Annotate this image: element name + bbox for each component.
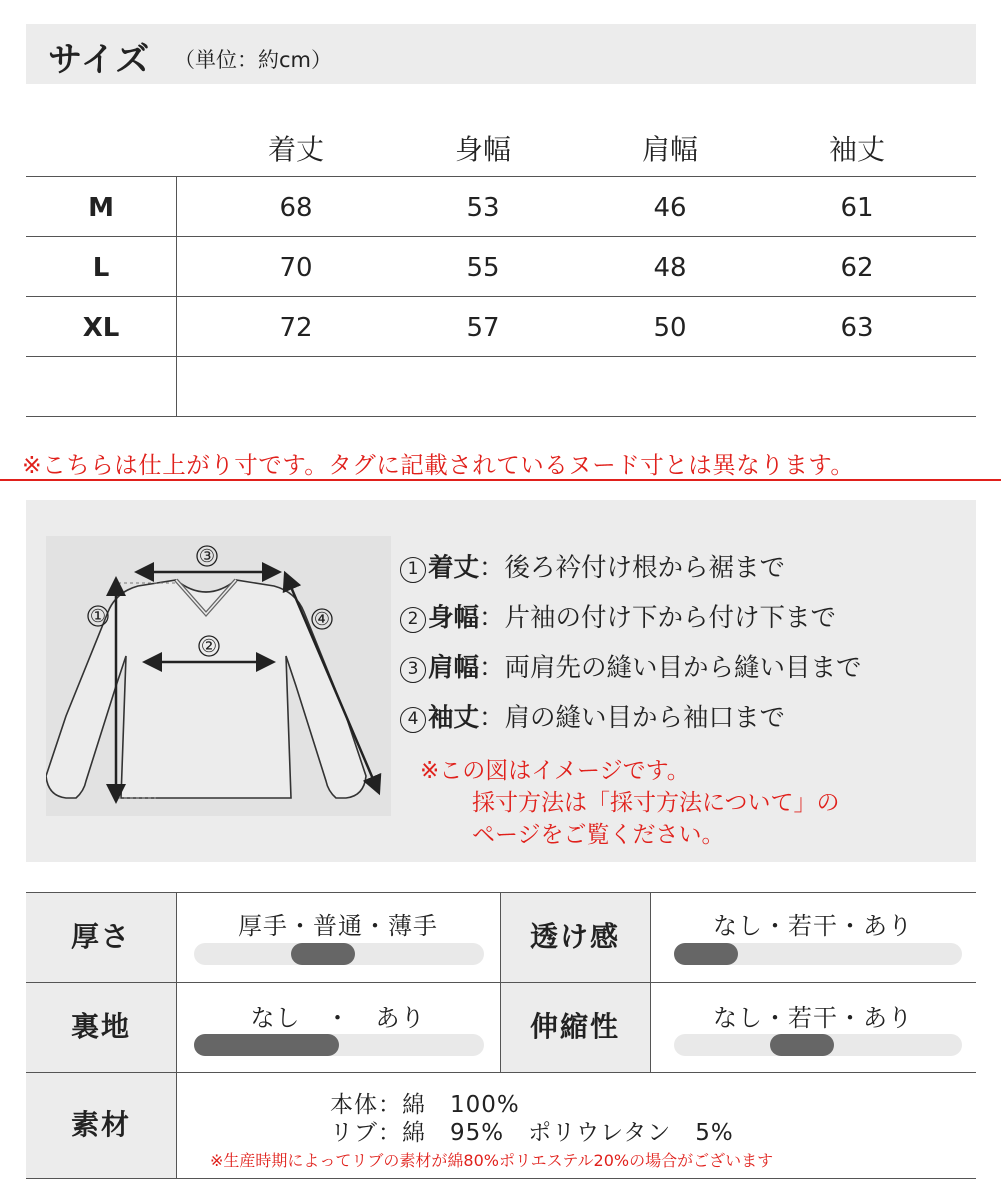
- stretch-heading: 伸縮性: [500, 982, 650, 1072]
- table-row: [26, 238, 976, 298]
- number-badge: 3: [400, 657, 426, 683]
- thickness-indicator: [291, 943, 355, 965]
- number-badge: 4: [400, 707, 426, 733]
- measurement-guide: [26, 500, 976, 862]
- number-badge: 1: [400, 557, 426, 583]
- thickness-scale: [194, 943, 484, 965]
- diagram-label-sleeve: ④: [313, 609, 331, 630]
- transparency-scale: [674, 943, 962, 965]
- unit-label: （単位：約cm）: [174, 48, 333, 72]
- table-column-divider: [500, 892, 501, 1072]
- diagram-note: ページをご覧ください。: [472, 822, 725, 848]
- table-cell: 53: [466, 193, 500, 223]
- lining-heading: 裏地: [26, 982, 176, 1072]
- table-divider: [26, 1178, 976, 1179]
- measure-desc: ：肩の縫い目から袖口まで: [479, 703, 786, 733]
- table-cell: 61: [840, 193, 874, 223]
- finished-size-notice: ※こちらは仕上がり寸です。タグに記載されているヌード寸とは異なります。: [22, 451, 855, 479]
- transparency-indicator: [674, 943, 738, 965]
- table-cell: 62: [840, 253, 874, 283]
- table-cell: 72: [279, 313, 313, 343]
- measure-item-shoulder: [400, 648, 862, 684]
- table-row: [26, 298, 976, 358]
- size-label: L: [92, 253, 110, 283]
- material-rib: リブ：綿 95% ポリウレタン 5%: [330, 1120, 734, 1146]
- diagram-note: 採寸方法は「採寸方法について」の: [472, 790, 840, 816]
- diagram-label-shoulder: ③: [198, 546, 216, 567]
- table-cell: 55: [466, 253, 500, 283]
- measure-label: 身幅: [428, 603, 480, 633]
- transparency-options: なし・若干・あり: [713, 912, 913, 940]
- diagram-note: ※この図はイメージです。: [420, 758, 690, 784]
- table-cell: 63: [840, 313, 874, 343]
- lining-options: なし ・ あり: [250, 1004, 426, 1032]
- measure-label: 袖丈: [428, 703, 480, 733]
- table-divider: [26, 176, 976, 177]
- table-cell: 46: [653, 193, 687, 223]
- garment-diagram: [46, 536, 391, 816]
- thickness-options: 厚手・普通・薄手: [238, 912, 438, 940]
- table-row: [26, 178, 976, 238]
- measure-item-length: [400, 548, 785, 584]
- table-divider: [26, 416, 976, 417]
- thickness-heading: 厚さ: [26, 892, 176, 982]
- table-cell: 70: [279, 253, 313, 283]
- section-title: サイズ: [48, 40, 151, 80]
- tshirt-measure-illustration: [46, 536, 391, 816]
- lining-scale: [194, 1034, 484, 1056]
- measure-item-sleeve: [400, 698, 785, 734]
- size-label: M: [88, 193, 114, 223]
- table-cell: 48: [653, 253, 687, 283]
- column-header-width: 身幅: [454, 133, 511, 166]
- number-badge: 2: [400, 607, 426, 633]
- material-heading: 素材: [26, 1072, 176, 1178]
- material-note: ※生産時期によってリブの素材が綿80%ポリエステル20%の場合がございます: [210, 1151, 774, 1170]
- column-header-sleeve: 袖丈: [828, 133, 885, 166]
- table-cell: 50: [653, 313, 687, 343]
- column-header-length: 着丈: [267, 133, 324, 166]
- measure-item-width: [400, 598, 836, 634]
- diagram-label-length: ①: [89, 606, 107, 627]
- lining-indicator: [194, 1034, 339, 1056]
- diagram-label-width: ②: [200, 636, 218, 657]
- table-cell: 57: [466, 313, 500, 343]
- table-column-divider: [176, 892, 177, 1178]
- table-divider: [26, 892, 976, 893]
- measure-desc: ：両肩先の縫い目から縫い目まで: [479, 653, 862, 683]
- table-cell: 68: [279, 193, 313, 223]
- stretch-indicator: [770, 1034, 834, 1056]
- fabric-attributes-table: [26, 892, 976, 1180]
- size-label: XL: [82, 313, 120, 343]
- stretch-options: なし・若干・あり: [713, 1004, 913, 1032]
- table-column-divider: [650, 892, 651, 1072]
- measure-desc: ：片袖の付け下から付け下まで: [479, 603, 837, 633]
- material-body: 本体：綿 100%: [330, 1092, 520, 1118]
- table-divider: [26, 1072, 976, 1073]
- stretch-scale: [674, 1034, 962, 1056]
- column-header-shoulder: 肩幅: [641, 133, 698, 166]
- table-divider: [26, 982, 976, 983]
- transparency-heading: 透け感: [500, 892, 650, 982]
- measure-label: 着丈: [428, 553, 480, 583]
- measure-desc: ：後ろ衿付け根から裾まで: [479, 553, 786, 583]
- notice-underline: [0, 479, 1001, 481]
- size-header: [26, 24, 976, 84]
- measure-label: 肩幅: [428, 653, 480, 683]
